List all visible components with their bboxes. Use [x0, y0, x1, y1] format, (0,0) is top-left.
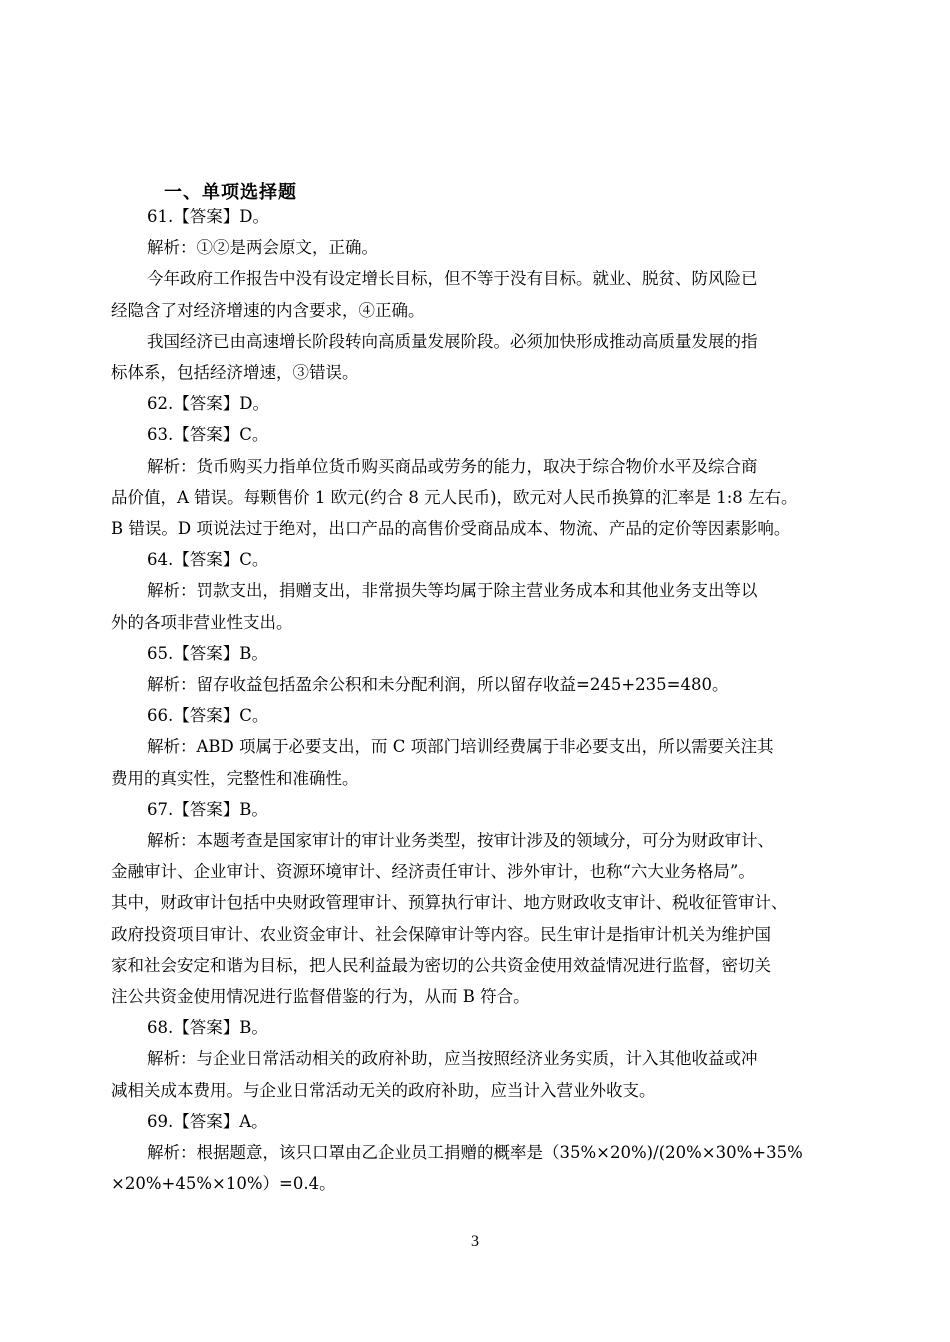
page-number: 3: [471, 1233, 479, 1250]
text-line: 其中，财政审计包括中央财政管理审计、预算执行审计、地方财政收支审计、税收征管审计、: [111, 893, 788, 913]
text-line: 65.【答案】B。: [147, 643, 268, 663]
text-line: 外的各项非营业性支出。: [111, 612, 293, 632]
text-line: 解析：货币购买力指单位货币购买商品或劳务的能力，取决于综合物价水平及综合商: [147, 456, 758, 476]
text-line: 解析：留存收益包括盈余公积和未分配利润，所以留存收益=245+235=480。: [147, 675, 729, 694]
text-line: 解析：本题考查是国家审计的审计业务类型，按审计涉及的领域分，可分为财政审计、: [147, 831, 774, 850]
text-line: 63.【答案】C。: [147, 425, 269, 445]
text-line: 62.【答案】D。: [147, 394, 269, 414]
text-line: 66.【答案】C。: [147, 706, 269, 726]
text-line: 经隐含了对经济增速的内含要求，④正确。: [111, 300, 425, 320]
text-line: 减相关成本费用。与企业日常活动无关的政府补助，应当计入营业外收支。: [111, 1080, 656, 1100]
text-line: 解析：罚款支出，捐赠支出，非常损失等均属于除主营业务成本和其他业务支出等以: [147, 581, 758, 601]
text-line: 今年政府工作报告中没有设定增长目标，但不等于没有目标。就业、脱贫、防风险已: [147, 269, 758, 289]
text-line: 解析：与企业日常活动相关的政府补助，应当按照经济业务实质，计入其他收益或冲: [147, 1049, 758, 1069]
text-line: 61.【答案】D。: [147, 207, 269, 226]
text-line: 标体系，包括经济增速，③错误。: [111, 363, 359, 382]
text-line: 金融审计、企业审计、资源环境审计、经济责任审计、涉外审计，也称“六大业务格局”。: [111, 862, 755, 882]
text-line: ×20%+45%×10%）=0.4。: [111, 1174, 336, 1194]
text-line: 品价值，A 错误。每颗售价 1 欧元(约合 8 元人民币)，欧元对人民币换算的汇率是 1:8 左右。: [111, 487, 798, 507]
text-line: 67.【答案】B。: [147, 799, 268, 819]
text-line: 68.【答案】B。: [147, 1018, 268, 1038]
text-line: 我国经济已由高速增长阶段转向高质量发展阶段。必须加快形成推动高质量发展的指: [147, 331, 758, 351]
text-line: 解析：根据题意，该只口罩由乙企业员工捐赠的概率是（35%×20%)/(20%×30%+35%: [147, 1143, 803, 1162]
text-line: 解析：ABD 项属于必要支出，而 C 项部门培训经费属于非必要支出，所以需要关注其: [147, 737, 774, 757]
text-line: 69.【答案】A。: [147, 1111, 268, 1131]
text-line: 政府投资项目审计、农业资金审计、社会保障审计等内容。民生审计是指审计机关为维护国: [111, 924, 771, 944]
text-line: 家和社会安定和谐为目标，把人民利益最为密切的公共资金使用效益情况进行监督，密切关: [111, 955, 771, 975]
text-line: 注公共资金使用情况进行监督借鉴的行为，从而 B 符合。: [111, 987, 530, 1006]
section-title: 一、单项选择题: [164, 182, 297, 203]
text-line: 费用的真实性，完整性和准确性。: [111, 768, 359, 788]
text-line: B 错误。D 项说法过于绝对，出口产品的高售价受商品成本、物流、产品的定价等因素影响。: [111, 519, 791, 538]
text-line: 64.【答案】C。: [147, 550, 269, 570]
text-line: 解析：①②是两会原文，正确。: [147, 238, 378, 258]
